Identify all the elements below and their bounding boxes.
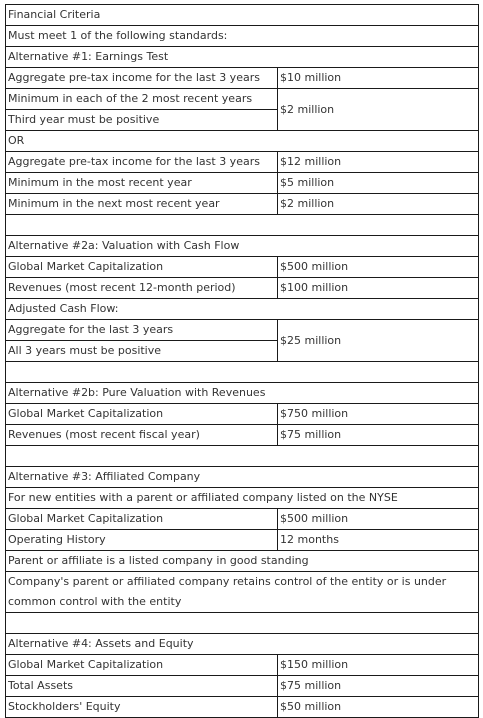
table-row bbox=[6, 572, 479, 613]
criterion-label: Total Assets bbox=[6, 676, 278, 697]
criterion-label: Parent or affiliate is a listed company in good standing bbox=[6, 551, 479, 572]
table-row bbox=[6, 530, 479, 551]
section-heading-alt1: Alternative #1: Earnings Test bbox=[6, 47, 479, 68]
intro-text: Must meet 1 of the following standards: bbox=[6, 26, 479, 47]
table-row bbox=[6, 278, 479, 299]
criterion-label: For new entities with a parent or affiliated company listed on the NYSE bbox=[6, 488, 479, 509]
or-separator: OR bbox=[6, 131, 479, 152]
table-row bbox=[6, 236, 479, 257]
section-heading-alt3: Alternative #3: Affiliated Company bbox=[6, 467, 479, 488]
table-row bbox=[6, 299, 479, 320]
criterion-value: $750 million bbox=[278, 404, 479, 425]
criterion-label: Aggregate pre-tax income for the last 3 years bbox=[6, 152, 278, 173]
criterion-value: $500 million bbox=[278, 509, 479, 530]
spacer-row bbox=[6, 215, 479, 236]
table-title: Financial Criteria bbox=[6, 5, 479, 26]
table-row bbox=[6, 488, 479, 509]
criterion-value: $10 million bbox=[278, 68, 479, 89]
criterion-label: All 3 years must be positive bbox=[6, 341, 278, 362]
criterion-value: $75 million bbox=[278, 676, 479, 697]
spacer-row bbox=[6, 446, 479, 467]
section-heading-alt4: Alternative #4: Assets and Equity bbox=[6, 634, 479, 655]
criterion-label: Third year must be positive bbox=[6, 110, 278, 131]
criterion-value: $2 million bbox=[278, 194, 479, 215]
criterion-value: $150 million bbox=[278, 655, 479, 676]
criterion-label: Global Market Capitalization bbox=[6, 655, 278, 676]
criterion-label: Stockholders' Equity bbox=[6, 697, 278, 718]
table-row bbox=[6, 404, 479, 425]
criterion-label: Minimum in each of the 2 most recent years bbox=[6, 89, 278, 110]
table-row bbox=[6, 194, 479, 215]
table-row bbox=[6, 68, 479, 89]
table-row bbox=[6, 89, 479, 110]
table-row bbox=[6, 152, 479, 173]
table-row bbox=[6, 467, 479, 488]
table-row bbox=[6, 257, 479, 278]
table-row bbox=[6, 676, 479, 697]
criterion-label: Aggregate pre-tax income for the last 3 years bbox=[6, 68, 278, 89]
criterion-value: $2 million bbox=[278, 89, 479, 131]
criterion-label: Company's parent or affiliated company retains control of the entity or is under common control with the entity bbox=[6, 572, 479, 613]
table-row bbox=[6, 509, 479, 530]
criterion-value: $25 million bbox=[278, 320, 479, 362]
criterion-value: $5 million bbox=[278, 173, 479, 194]
criterion-label: Operating History bbox=[6, 530, 278, 551]
criterion-label: Minimum in the most recent year bbox=[6, 173, 278, 194]
table-row bbox=[6, 634, 479, 655]
spacer-row bbox=[6, 613, 479, 634]
criterion-label: Aggregate for the last 3 years bbox=[6, 320, 278, 341]
criterion-label: Global Market Capitalization bbox=[6, 404, 278, 425]
spacer-row bbox=[6, 362, 479, 383]
table-row bbox=[6, 655, 479, 676]
table-row bbox=[6, 425, 479, 446]
criterion-value: $12 million bbox=[278, 152, 479, 173]
criterion-value: $50 million bbox=[278, 697, 479, 718]
financial-criteria-table bbox=[5, 4, 479, 718]
table-row bbox=[6, 26, 479, 47]
section-heading-alt2b: Alternative #2b: Pure Valuation with Revenues bbox=[6, 383, 479, 404]
table-row bbox=[6, 551, 479, 572]
spacer-cell bbox=[6, 215, 479, 236]
section-heading-alt2a: Alternative #2a: Valuation with Cash Flow bbox=[6, 236, 479, 257]
criterion-label: Global Market Capitalization bbox=[6, 257, 278, 278]
criterion-label: Revenues (most recent 12-month period) bbox=[6, 278, 278, 299]
criterion-value: $75 million bbox=[278, 425, 479, 446]
spacer-cell bbox=[6, 613, 479, 634]
spacer-cell bbox=[6, 362, 479, 383]
criterion-label: Global Market Capitalization bbox=[6, 509, 278, 530]
criterion-label: Revenues (most recent fiscal year) bbox=[6, 425, 278, 446]
spacer-cell bbox=[6, 446, 479, 467]
subheading-adjusted-cash-flow: Adjusted Cash Flow: bbox=[6, 299, 479, 320]
table-row bbox=[6, 131, 479, 152]
table-row bbox=[6, 697, 479, 718]
table-row bbox=[6, 47, 479, 68]
table-row bbox=[6, 383, 479, 404]
table-row bbox=[6, 320, 479, 341]
table-row bbox=[6, 173, 479, 194]
table-row bbox=[6, 5, 479, 26]
criterion-value: $500 million bbox=[278, 257, 479, 278]
criterion-label: Minimum in the next most recent year bbox=[6, 194, 278, 215]
criterion-value: 12 months bbox=[278, 530, 479, 551]
criterion-value: $100 million bbox=[278, 278, 479, 299]
